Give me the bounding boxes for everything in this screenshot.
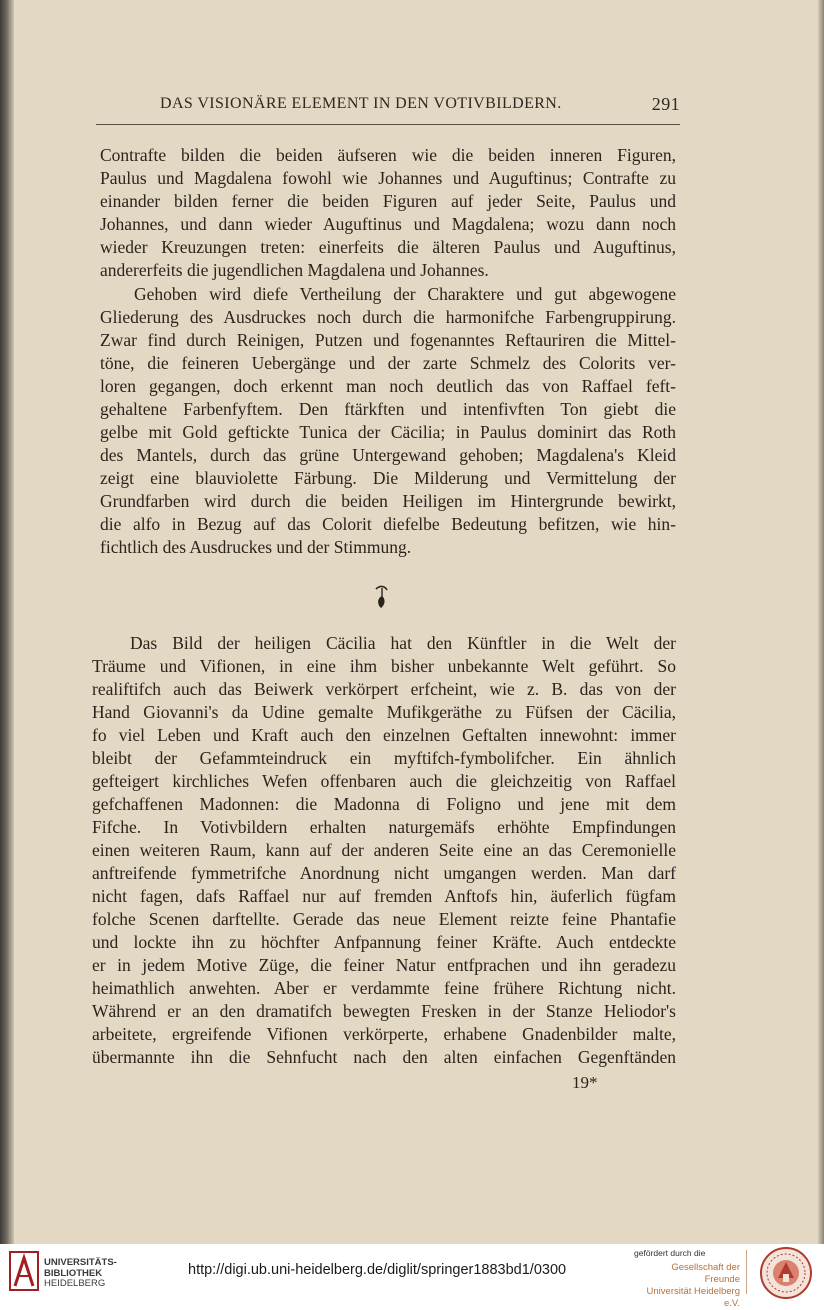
text-line: übermannte ihn die Sehnfucht nach den alten einfachen Gegenftänden [92, 1047, 676, 1067]
text-line: gefchaffenen Madonnen: die Madonna di Foligno und jene mit dem [92, 794, 676, 814]
page-number: 291 [651, 94, 680, 114]
text-line: Gehoben wird diefe Vertheilung der Charaktere und gut abgewogene [134, 284, 676, 304]
text-line: loren gegangen, doch erkennt man noch deutlich das von Raffael feft- [100, 376, 676, 396]
text-line: Paulus und Magdalena fowohl wie Johannes und Auguftinus; Contrafte zu [100, 168, 676, 188]
text-line: nicht fagen, dafs Raffael nur auf fremden Anftofs hin, äuferlich fügfam [92, 886, 676, 906]
text-line: er in jedem Motive Züge, die feiner Natur entfprachen und ihn geradezu [92, 955, 676, 975]
society-name-line-1: Gesellschaft der Freunde [671, 1262, 740, 1285]
text-line: Hand Giovanni's da Udine gemalte Mufikgeräthe zu Füfsen der Cäcilia, [92, 702, 676, 722]
text-line: und lockte ihn zu höchfter Anfpannung feiner Kräfte. Auch entdeckte [92, 932, 676, 952]
text-line: wieder Kreuzungen treten: einerfeits die älteren Paulus und Auguftinus, [100, 237, 676, 257]
fleuron-ornament-icon [372, 583, 392, 611]
text-line: gefteigert kirchliches Wefen offenbaren auch die gleichzeitig von Raffael [92, 771, 676, 791]
text-line: fo viel Leben und Kraft auch den einzelnen Geftalten innewohnt: immer [92, 725, 676, 745]
society-name[interactable] [638, 1262, 740, 1310]
text-line: gehaltene Farbenfyftem. Den ftärkften und intenfivften Ton giebt die [100, 399, 676, 419]
text-line: Johannes, und dann wieder Auguftinus und Magdalena; wozu dann noch [100, 214, 676, 234]
text-line: folche Scenen darftellte. Gerade das neue Element reizte feine Phantafie [92, 909, 676, 929]
text-line: Während er an den dramatifch bewegten Fresken in der Stanze Heliodor's [92, 1001, 676, 1021]
text-line: Träume und Vifionen, in eine ihm bisher unbekannte Welt geführt. So [92, 656, 676, 676]
book-spine-shadow [0, 0, 14, 1244]
text-line: die alfo in Bezug auf das Colorit diefelbe Bedeutung befitzen, wie hin- [100, 514, 676, 534]
university-seal-icon[interactable] [758, 1246, 814, 1300]
text-line: arbeitete, ergreifende Vifionen verkörperte, erhabene Gnadenbilder malte, [92, 1024, 676, 1044]
text-line: gelbe mit Gold geftickte Tunica der Cäcilia; in Paulus dominirt das Roth [100, 422, 676, 442]
library-name [44, 1258, 117, 1290]
text-line: zeigt eine blauviolette Färbung. Die Milderung und Vermittelung der [100, 468, 676, 488]
university-library-logo-icon[interactable] [8, 1250, 40, 1292]
text-line: Das Bild der heiligen Cäcilia hat den Künftler in die Welt der [130, 633, 676, 653]
text-line: einen weiteren Raum, kann auf der anderen Seite eine an das Ceremonielle [92, 840, 676, 860]
library-name-line-1: UNIVERSITÄTS- [44, 1257, 117, 1268]
text-line: töne, die feineren Uebergänge und der zarte Schmelz des Colorits ver- [100, 353, 676, 373]
society-name-line-2: Universität Heidelberg e.V. [646, 1286, 740, 1309]
text-line: Grundfarben wird durch die beiden Heiligen im Hintergrunde bewirkt, [100, 491, 676, 511]
text-line: einander bilden ferner die beiden Figuren auf jeder Seite, Paulus und [100, 191, 676, 211]
running-head-title: DAS VISIONÄRE ELEMENT IN DEN VOTIVBILDERN. [160, 95, 562, 112]
header-rule [96, 124, 680, 125]
text-line: heimathlich anwehten. Aber er verdammte feine frühere Richtung nicht. [92, 978, 676, 998]
text-line: Contrafte bilden die beiden äufseren wie die beiden inneren Figuren, [100, 145, 676, 165]
footer-divider [746, 1250, 747, 1294]
permalink-url[interactable]: http://digi.ub.uni-heidelberg.de/diglit/springer1883bd1/0300 [188, 1262, 567, 1278]
text-line: Zwar find durch Reinigen, Putzen und fogenanntes Reftauriren die Mittel- [100, 330, 676, 350]
page-edge-shadow [818, 0, 824, 1244]
text-line: Fifche. In Votivbildern erhalten naturgemäfs erhöhte Empfindungen [92, 817, 676, 837]
text-line: Gliederung des Ausdruckes noch durch die harmonifche Farbengruppirung. [100, 307, 676, 327]
text-line: fichtlich des Ausdruckes und der Stimmung. [100, 537, 412, 557]
text-line: andererfeits die jugendlichen Magdalena und Johannes. [100, 260, 489, 280]
library-name-line-2: BIBLIOTHEK [44, 1267, 103, 1279]
funded-by-label: gefördert durch die [634, 1248, 706, 1258]
text-line: des Mantels, durch das grüne Untergewand gehoben; Magdalena's Kleid [100, 445, 676, 465]
text-line: bleibt der Gefammteindruck ein myftifch-fymbolifcher. Ein ähnlich [92, 748, 676, 768]
text-line: realiftifch auch das Beiwerk verkörpert erfcheint, wie z. B. das von der [92, 679, 676, 699]
text-line: anftreifende fymmetrifche Anordnung nicht umgangen werden. Man darf [92, 863, 676, 883]
signature-mark: 19* [572, 1073, 598, 1092]
library-name-line-3: HEIDELBERG [44, 1278, 106, 1289]
